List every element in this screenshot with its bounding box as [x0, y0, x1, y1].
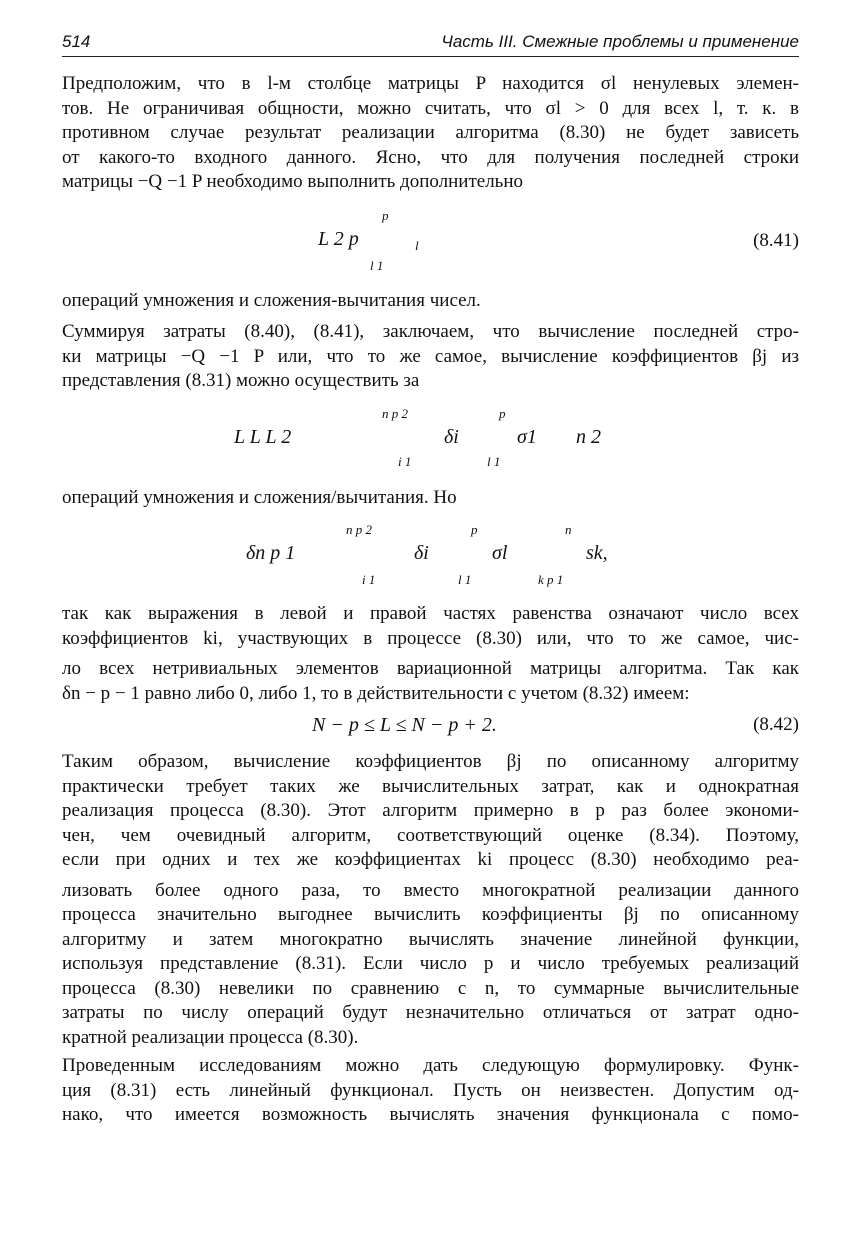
text-line: от какого-то входного данного. Ясно, что для получения последней строки — [62, 146, 799, 168]
text-line: чен, чем очевидный алгоритм, соответствующий оценке (8.34). Поэтому, — [62, 824, 799, 846]
text-line: тов. Не ограничивая общности, можно считать, что σl > 0 для всех l, т. к. в — [62, 97, 799, 119]
formula-sup: p — [471, 522, 478, 537]
formula-sup: n p 2 — [346, 522, 372, 537]
formula-sub: l 1 — [370, 258, 384, 273]
text-line: представления (8.31) можно осуществить за — [62, 370, 420, 391]
text-line: операций умножения и сложения/вычитания. Но — [62, 487, 457, 508]
formula-sigma: σ1 — [517, 426, 537, 448]
text-line: алгоритму и затем многократно вычислять значение линейной функции, — [62, 928, 799, 950]
paragraph-7 — [62, 1054, 799, 1128]
paragraph-4 — [62, 486, 799, 511]
formula-sup: p — [382, 208, 389, 223]
text-line: нако, что имеется возможность вычислять значения функционала с помо- — [62, 1104, 799, 1125]
text-line: δn − p − 1 равно либо 0, либо 1, то в действительности с учетом (8.32) имеем: — [62, 682, 690, 704]
text-line: процесса (8.30) невелики по сравнению с n, то суммарные вычислительные — [62, 977, 799, 999]
paragraph-2 — [62, 289, 799, 314]
paragraph-6 — [62, 750, 799, 1050]
paragraph-3 — [62, 320, 799, 394]
formula-sigma: σl — [492, 542, 508, 564]
text-line: практически требует таких же вычислительных затрат, как и однократная — [62, 775, 799, 797]
formula-total-cost — [62, 404, 799, 474]
text-line: матрицы −Q −1 P необходимо выполнить дополнительно — [62, 171, 524, 192]
formula-sub: l 1 — [458, 572, 472, 587]
formula-delta-sum — [62, 520, 799, 590]
text-line: Таким образом, вычисление коэффициентов βj по описанному алгоритму — [62, 751, 799, 772]
formula-tail: n 2 — [576, 426, 601, 448]
text-line: операций умножения и сложения-вычитания чисел. — [62, 290, 481, 311]
formula-sub-l: l — [415, 238, 419, 253]
formula-sup: n p 2 — [382, 406, 408, 421]
formula-8-41 — [62, 206, 799, 276]
equation-number: (8.41) — [753, 230, 799, 251]
text-line: затраты по числу операций будут незначительно отличаться от затрат одно- — [62, 1002, 799, 1023]
formula-sub: k p 1 — [538, 572, 564, 587]
formula-sub: i 1 — [362, 572, 376, 587]
text-line: лизовать более одного раза, то вместо многократной реализации данного — [62, 879, 799, 901]
formula-sup: n — [565, 522, 572, 537]
text-line: ки матрицы −Q −1 P или, что то же самое, вычисление коэффициентов βj из — [62, 345, 799, 367]
formula-sub: l 1 — [487, 454, 501, 469]
text-line: процесса значительно выгоднее вычислить коэффициенты βj по описанному — [62, 904, 799, 925]
text-line: противном случае результат реализации алгоритма (8.30) не будет зависеть — [62, 122, 799, 143]
formula-s: sk, — [586, 542, 608, 564]
formula-main: N − p ≤ L ≤ N − p + 2. — [312, 714, 497, 736]
formula-8-42 — [62, 708, 799, 742]
formula-lhs: δn p 1 — [246, 542, 296, 564]
text-line: коэффициентов ki, участвующих в процессе (8.30) или, что то же самое, чис- — [62, 627, 799, 649]
text-line: реализация процесса (8.30). Этот алгоритм примерно в p раз более экономи- — [62, 800, 799, 821]
page-header — [62, 30, 799, 57]
formula-delta: δi — [444, 426, 459, 448]
formula-sup: p — [499, 406, 506, 421]
text-line: Предположим, что в l-м столбце матрицы P находится σl ненулевых элемен- — [62, 73, 799, 94]
formula-sub: i 1 — [398, 454, 412, 469]
text-line: так как выражения в левой и правой частях равенства означают число всех — [62, 603, 799, 624]
running-title: Часть III. Смежные проблемы и применение — [441, 32, 799, 51]
text-line: Суммируя затраты (8.40), (8.41), заключаем, что вычисление последней стро- — [62, 321, 799, 342]
formula-main: L 2 p — [318, 228, 359, 250]
text-line: ло всех нетривиальных элементов вариационной матрицы алгоритма. Так как — [62, 658, 799, 679]
text-line: используя представление (8.31). Если число p и число требуемых реализаций — [62, 953, 799, 974]
text-line: ция (8.31) есть линейный функционал. Пусть он неизвестен. Допустим од- — [62, 1079, 799, 1101]
paragraph-5 — [62, 602, 799, 706]
formula-delta: δi — [414, 542, 429, 564]
text-line: кратной реализации процесса (8.30). — [62, 1026, 359, 1048]
paragraph-1 — [62, 72, 799, 195]
text-line: если при одних и тех же коэффициентах ki процесс (8.30) необходимо реа- — [62, 849, 799, 870]
equation-number: (8.42) — [753, 714, 799, 735]
page-number: 514 — [62, 32, 91, 51]
text-line: Проведенным исследованиям можно дать следующую формулировку. Функ- — [62, 1055, 799, 1076]
formula-main: L L L 2 — [234, 426, 292, 448]
